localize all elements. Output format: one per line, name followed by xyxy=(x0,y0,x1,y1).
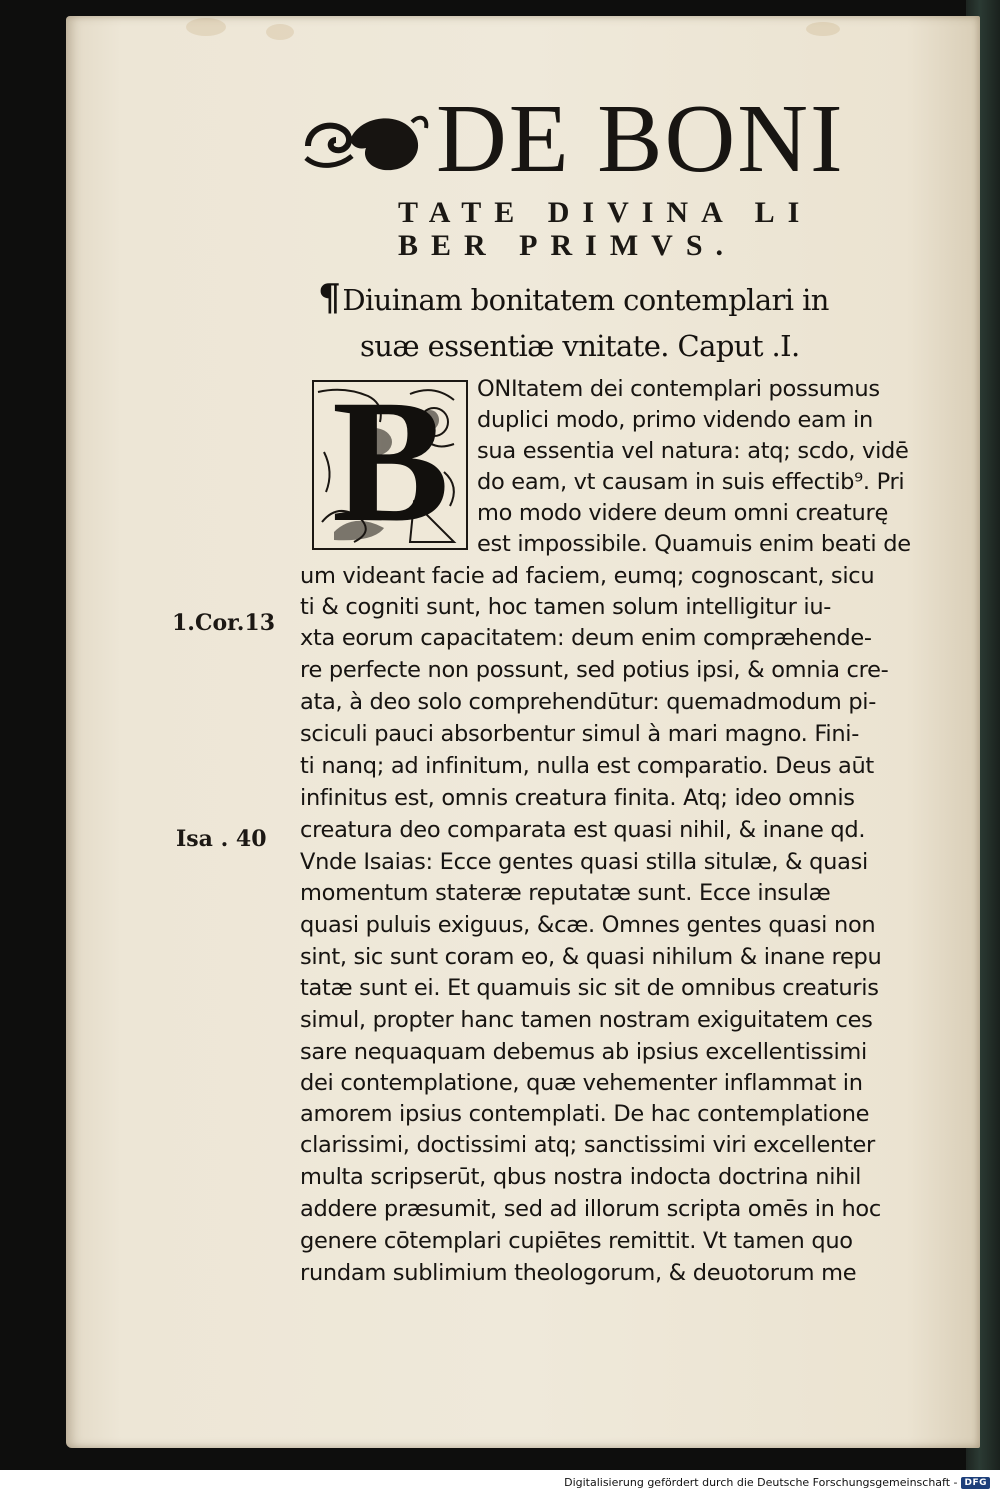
text-line: creatura deo comparata est quasi nihil, & inane qd. xyxy=(300,817,866,843)
text-line: ti & cogniti sunt, hoc tamen solum intelligitur iu- xyxy=(300,594,832,620)
margin-note: 1.Cor.13 xyxy=(172,610,275,636)
text-line: multa scripserūt, qbus nostra indocta doctrina nihil xyxy=(300,1164,862,1190)
text-line: est impossibile. Quamuis enim beati de xyxy=(477,531,911,557)
text-line: amorem ipsius contemplati. De hac contemplatione xyxy=(300,1101,870,1127)
fleuron-ornament-icon xyxy=(300,100,430,184)
text-line: duplici modo, primo videndo eam in xyxy=(477,407,873,433)
text-line: re perfecte non possunt, sed potius ipsi, & omnia cre- xyxy=(300,657,889,683)
text-line: infinitus est, omnis creatura finita. Atq; ideo omnis xyxy=(300,785,855,811)
woodcut-initial xyxy=(312,364,468,559)
text-line: Vnde Isaias: Ecce gentes quasi stilla situlæ, & quasi xyxy=(300,849,868,875)
chapter-rubric xyxy=(318,278,829,320)
text-line: sua essentia vel natura: atq; scdo, vidē xyxy=(477,438,909,464)
initial-letter: B xyxy=(332,364,450,559)
text-line: rundam sublimium theologorum, & deuotorum me xyxy=(300,1260,857,1286)
text-line: ti nanq; ad infinitum, nulla est comparatio. Deus aūt xyxy=(300,753,874,779)
text-line: simul, propter hanc tamen nostram exiguitatem ces xyxy=(300,1007,873,1033)
text-line: genere cōtemplari cupiētes remittit. Vt tamen quo xyxy=(300,1228,853,1254)
footer-credit xyxy=(564,1476,990,1489)
text-line: um videant facie ad faciem, eumq; cognoscant, sicu xyxy=(300,563,875,589)
text-line: momentum stateræ reputatæ sunt. Ecce insulæ xyxy=(300,880,831,906)
text-line: sint, sic sunt coram eo, & quasi nihilum & inane repu xyxy=(300,944,882,970)
paper-stain xyxy=(806,22,840,36)
text-line: quasi puluis exiguus, &cæ. Omnes gentes quasi non xyxy=(300,912,876,938)
rubric-text: Diuinam bonitatem contemplari in xyxy=(342,283,829,317)
pilcrow-mark: ¶ xyxy=(318,277,341,319)
text-line: mo modo videre deum omni creaturę xyxy=(477,500,888,526)
text-line: ONItatem dei contemplari possumus xyxy=(477,376,880,402)
margin-note: Isa . 40 xyxy=(176,826,267,852)
title-subheading: BER PRIMVS. xyxy=(398,229,737,262)
dfg-logo: DFG xyxy=(961,1477,990,1489)
text-line: sciculi pauci absorbentur simul à mari magno. Fini- xyxy=(300,721,860,747)
footer-text: Digitalisierung gefördert durch die Deutsche Forschungsgemeinschaft - xyxy=(564,1476,958,1489)
text-line: dei contemplatione, quæ vehementer inflammat in xyxy=(300,1070,863,1096)
text-line: tatæ sunt ei. Et quamuis sic sit de omnibus creaturis xyxy=(300,975,879,1001)
text-line: addere præsumit, sed ad illorum scripta omēs in hoc xyxy=(300,1196,881,1222)
paper-stain xyxy=(186,18,226,36)
text-line: sare nequaquam debemus ab ipsius excellentissimi xyxy=(300,1039,867,1065)
title-subheading: TATE DIVINA LI xyxy=(398,196,813,229)
chapter-rubric: suæ essentiæ vnitate. Caput .I. xyxy=(360,329,800,363)
title-heading: DE BONI xyxy=(436,85,845,193)
text-line: clarissimi, doctissimi atq; sanctissimi viri excellenter xyxy=(300,1132,875,1158)
text-line: do eam, vt causam in suis effectib⁹. Pri xyxy=(477,469,905,495)
text-line: xta eorum capacitatem: deum enim compræhende- xyxy=(300,625,872,651)
paper-stain xyxy=(266,24,294,40)
text-line: ata, à deo solo comprehendūtur: quemadmodum pi- xyxy=(300,689,877,715)
